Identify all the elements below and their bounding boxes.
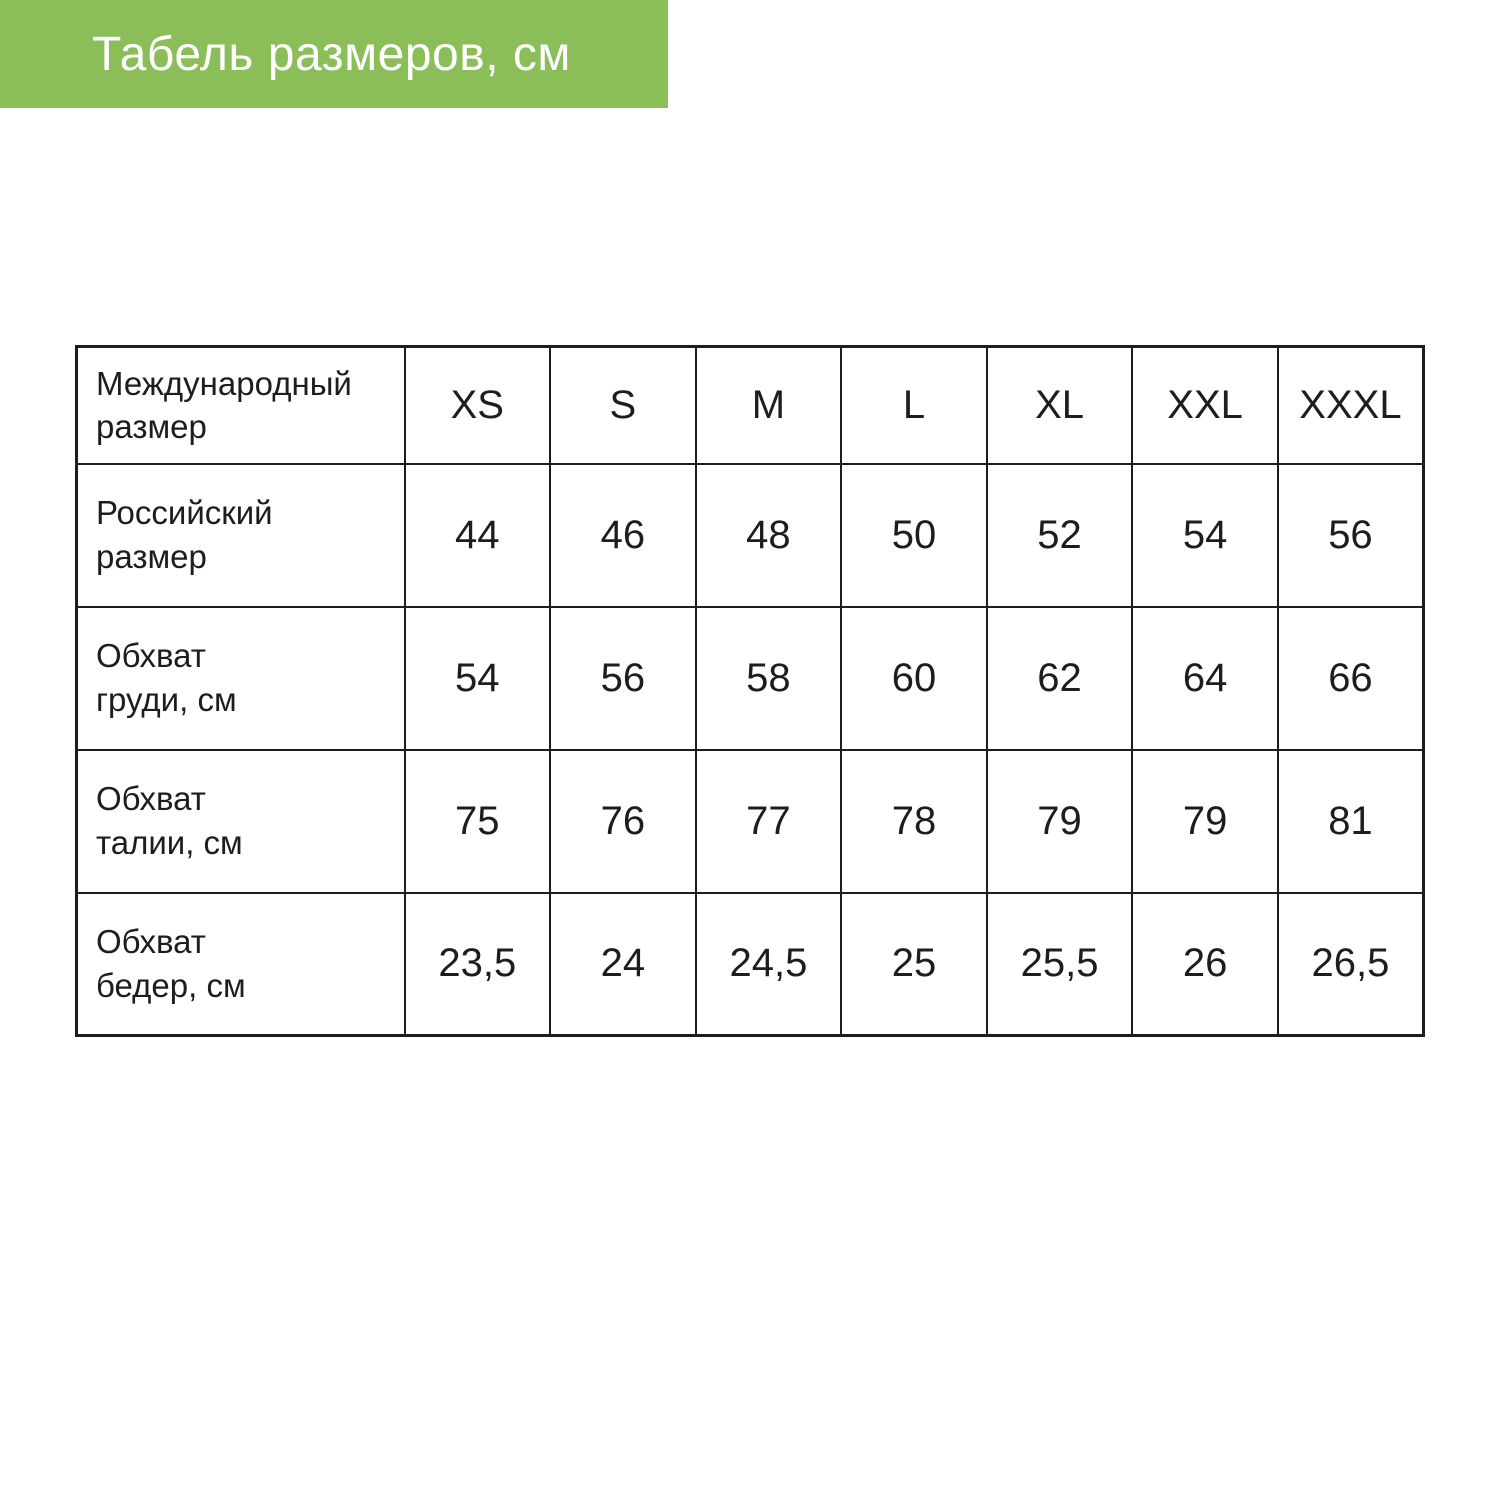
value-cell: 52 bbox=[987, 464, 1133, 607]
value-cell: 46 bbox=[550, 464, 696, 607]
page-title: Табель размеров, см bbox=[92, 27, 571, 81]
table-row-russian-size bbox=[77, 464, 1424, 607]
value-cell: 60 bbox=[841, 607, 987, 750]
row-label-line2: талии, см bbox=[96, 824, 243, 861]
value-cell: 25 bbox=[841, 893, 987, 1036]
value-cell: 26 bbox=[1132, 893, 1278, 1036]
value-cell: 79 bbox=[987, 750, 1133, 893]
value-cell: 76 bbox=[550, 750, 696, 893]
size-header-xs: XS bbox=[405, 347, 551, 464]
row-label bbox=[77, 607, 405, 750]
value-cell: 48 bbox=[696, 464, 842, 607]
size-header-xl: XL bbox=[987, 347, 1133, 464]
header-label-line1: Международный bbox=[96, 364, 352, 402]
value-cell: 66 bbox=[1278, 607, 1424, 750]
value-cell: 24 bbox=[550, 893, 696, 1036]
value-cell: 79 bbox=[1132, 750, 1278, 893]
value-cell: 77 bbox=[696, 750, 842, 893]
row-label-line1: Российский bbox=[96, 494, 273, 532]
value-cell: 50 bbox=[841, 464, 987, 607]
row-label bbox=[77, 750, 405, 893]
row-label-line2: груди, см bbox=[96, 681, 237, 718]
row-label-line1: Обхват bbox=[96, 780, 206, 818]
table-row-hips bbox=[77, 893, 1424, 1036]
value-cell: 75 bbox=[405, 750, 551, 893]
row-label-line2: бедер, см bbox=[96, 966, 246, 1004]
value-cell: 24,5 bbox=[696, 893, 842, 1036]
value-cell: 81 bbox=[1278, 750, 1424, 893]
size-header-xxxl: XXXL bbox=[1278, 347, 1424, 464]
row-label-line1: Обхват bbox=[96, 923, 206, 961]
value-cell: 56 bbox=[1278, 464, 1424, 607]
row-label bbox=[77, 893, 405, 1036]
row-label-line2: размер bbox=[96, 538, 207, 575]
value-cell: 26,5 bbox=[1278, 893, 1424, 1036]
value-cell: 23,5 bbox=[405, 893, 551, 1036]
value-cell: 25,5 bbox=[987, 893, 1133, 1036]
value-cell: 56 bbox=[550, 607, 696, 750]
table-row-chest bbox=[77, 607, 1424, 750]
table-header-row bbox=[77, 347, 1424, 464]
value-cell: 58 bbox=[696, 607, 842, 750]
table-row-waist bbox=[77, 750, 1424, 893]
value-cell: 54 bbox=[1132, 464, 1278, 607]
row-label-line1: Обхват bbox=[96, 637, 206, 675]
header-label-cell bbox=[77, 347, 405, 464]
value-cell: 44 bbox=[405, 464, 551, 607]
row-label bbox=[77, 464, 405, 607]
value-cell: 54 bbox=[405, 607, 551, 750]
size-header-s: S bbox=[550, 347, 696, 464]
title-badge bbox=[0, 0, 668, 108]
value-cell: 62 bbox=[987, 607, 1133, 750]
value-cell: 78 bbox=[841, 750, 987, 893]
value-cell: 64 bbox=[1132, 607, 1278, 750]
size-header-xxl: XXL bbox=[1132, 347, 1278, 464]
size-header-m: M bbox=[696, 347, 842, 464]
size-table bbox=[75, 345, 1425, 1037]
size-header-l: L bbox=[841, 347, 987, 464]
header-label-line2: размер bbox=[96, 408, 207, 446]
